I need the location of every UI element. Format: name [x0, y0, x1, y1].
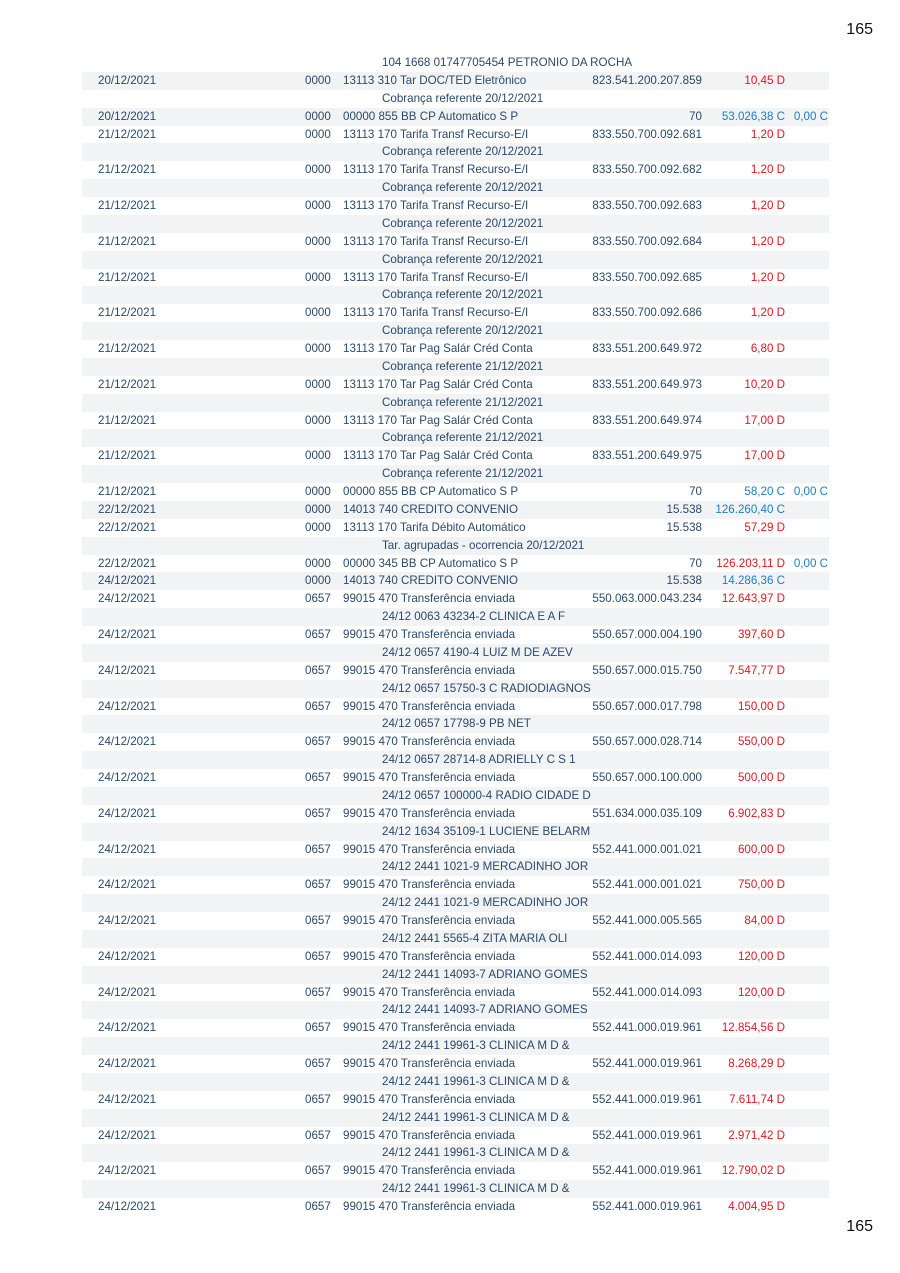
transaction-detail-row [82, 537, 829, 555]
transaction-agency: 0657 [305, 806, 331, 820]
transaction-history: 13113 310 Tar DOC/TED Eletrônico [343, 73, 527, 87]
transaction-document: 552.441.000.019.961 [592, 1128, 702, 1142]
transaction-agency: 0000 [305, 449, 331, 463]
transaction-history: 00000 855 BB CP Automatico S P [343, 109, 519, 123]
transaction-agency: 0000 [305, 520, 331, 534]
transaction-description: 24/12 0657 15750-3 C RADIODIAGNOS [382, 681, 591, 695]
transaction-agency: 0657 [305, 1164, 331, 1178]
transaction-detail-row [82, 894, 829, 912]
transaction-row [82, 626, 829, 644]
transaction-document: 552.441.000.001.021 [592, 878, 702, 892]
transaction-detail-row [82, 215, 829, 233]
transaction-document: 833.550.700.092.681 [592, 127, 702, 141]
transaction-detail-row [82, 1073, 829, 1091]
transaction-history: 13113 170 Tarifa Transf Recurso-E/I [343, 163, 529, 177]
transaction-detail-row [82, 143, 829, 161]
transaction-agency: 0657 [305, 1021, 331, 1035]
transaction-value: 120,00 D [737, 949, 785, 963]
transaction-agency: 0000 [305, 485, 331, 498]
transaction-history: 99015 470 Transferência enviada [343, 949, 516, 963]
transaction-date: 21/12/2021 [98, 413, 157, 427]
transaction-document: 833.550.700.092.684 [592, 234, 702, 248]
transaction-document: 15.538 [666, 520, 702, 534]
transaction-date: 21/12/2021 [98, 377, 157, 391]
transaction-history: 13113 170 Tarifa Transf Recurso-E/I [343, 199, 529, 212]
transaction-description: 24/12 0657 17798-9 PB NET [382, 717, 531, 731]
transaction-value: 750,00 D [737, 878, 785, 892]
transaction-history: 99015 470 Transferência enviada [343, 878, 516, 892]
transaction-agency: 0657 [305, 1092, 331, 1106]
transaction-document: 552.441.000.005.565 [592, 914, 702, 927]
transaction-value: 53.026,38 C [721, 109, 785, 123]
transaction-detail-row [82, 90, 829, 108]
transaction-row [82, 1091, 829, 1109]
transaction-description: 24/12 2441 19961-3 CLINICA M D & [382, 1182, 570, 1196]
transaction-date: 24/12/2021 [98, 592, 157, 606]
transaction-agency: 0000 [305, 234, 331, 248]
transaction-detail-row [82, 644, 829, 662]
transaction-agency: 0657 [305, 1200, 331, 1213]
transaction-description: 24/12 2441 19961-3 CLINICA M D & [382, 1110, 570, 1124]
transaction-agency: 0657 [305, 699, 331, 713]
transaction-row [82, 519, 829, 537]
transaction-document: 833.551.200.649.974 [592, 413, 702, 427]
transaction-description: 24/12 2441 1021-9 MERCADINHO JOR [382, 896, 589, 910]
transaction-document: 70 [689, 556, 702, 570]
transaction-row [82, 412, 829, 430]
transaction-date: 24/12/2021 [98, 663, 157, 677]
transaction-agency: 0657 [305, 914, 331, 927]
transaction-row [82, 555, 829, 573]
transaction-description: 24/12 2441 14093-7 ADRIANO GOMES [382, 1003, 588, 1017]
transaction-detail-row [82, 1180, 829, 1198]
page-number-bottom: 165 [846, 1218, 873, 1235]
transaction-document: 833.550.700.092.683 [592, 199, 702, 212]
transaction-date: 24/12/2021 [98, 806, 157, 820]
transaction-document: 550.657.000.017.798 [592, 699, 702, 713]
transaction-document: 552.441.000.014.093 [592, 949, 702, 963]
transaction-history: 00000 345 BB CP Automatico S P [343, 556, 519, 570]
transaction-description: 24/12 0657 28714-8 ADRIELLY C S 1 [382, 753, 576, 767]
transaction-value: 550,00 D [737, 735, 785, 749]
transaction-value: 7.611,74 D [729, 1092, 785, 1106]
transaction-row [82, 126, 829, 144]
transaction-agency: 0657 [305, 735, 331, 749]
transaction-date: 21/12/2021 [98, 163, 157, 177]
transaction-description: Cobrança referente 20/12/2021 [382, 324, 544, 338]
transaction-date: 24/12/2021 [98, 985, 157, 999]
transaction-detail-row [82, 251, 829, 269]
transaction-row [82, 483, 829, 501]
transaction-value: 1,20 D [750, 199, 785, 212]
transaction-row [82, 662, 829, 680]
transaction-description: Cobrança referente 20/12/2021 [382, 252, 544, 266]
transaction-date: 21/12/2021 [98, 306, 157, 320]
transaction-value: 1,20 D [750, 234, 785, 248]
transaction-document: 833.551.200.649.975 [592, 449, 702, 463]
transaction-value: 58,20 C [744, 485, 785, 498]
transaction-balance: 0,00 C [793, 556, 828, 570]
transaction-value: 57,29 D [744, 520, 785, 534]
transaction-value: 14.286,36 C [721, 574, 785, 588]
transaction-agency: 0000 [305, 73, 331, 87]
transaction-document: 15.538 [666, 574, 702, 588]
transaction-detail-row [82, 394, 829, 412]
transaction-description: Cobrança referente 20/12/2021 [382, 288, 544, 302]
transaction-date: 24/12/2021 [98, 878, 157, 892]
transaction-history: 13113 170 Tarifa Transf Recurso-E/I [343, 127, 529, 141]
transaction-agency: 0657 [305, 663, 331, 677]
transaction-description: 24/12 2441 19961-3 CLINICA M D & [382, 1074, 570, 1088]
transaction-value: 126.260,40 C [715, 502, 785, 516]
transaction-detail-row [82, 286, 829, 304]
transaction-date: 24/12/2021 [98, 574, 157, 588]
transaction-date: 24/12/2021 [98, 1128, 157, 1142]
transaction-agency: 0657 [305, 1128, 331, 1142]
transaction-history: 99015 470 Transferência enviada [343, 1057, 516, 1070]
transaction-date: 24/12/2021 [98, 842, 157, 856]
transaction-history: 99015 470 Transferência enviada [343, 1164, 516, 1178]
transaction-date: 22/12/2021 [98, 556, 157, 570]
transaction-value: 12.854,56 D [721, 1021, 785, 1035]
transaction-row [82, 447, 829, 465]
transaction-description: Cobrança referente 21/12/2021 [382, 359, 544, 373]
transaction-history: 13113 170 Tar Pag Salár Créd Conta [343, 377, 533, 391]
transaction-agency: 0657 [305, 878, 331, 892]
transaction-date: 22/12/2021 [98, 502, 157, 516]
transaction-row [82, 733, 829, 751]
transaction-description: 24/12 2441 19961-3 CLINICA M D & [382, 1146, 570, 1160]
transaction-date: 24/12/2021 [98, 699, 157, 713]
transaction-value: 1,20 D [750, 127, 785, 141]
transaction-description: 24/12 0063 43234-2 CLINICA E A F [382, 610, 566, 624]
transaction-row [82, 340, 829, 358]
transaction-value: 600,00 D [737, 842, 785, 856]
transaction-row [82, 572, 829, 590]
transaction-date: 21/12/2021 [98, 485, 157, 498]
transaction-detail-row [82, 751, 829, 769]
transaction-date: 24/12/2021 [98, 914, 157, 927]
transaction-value: 120,00 D [737, 985, 785, 999]
transaction-description: 24/12 2441 1021-9 MERCADINHO JOR [382, 860, 589, 874]
transaction-description: Cobrança referente 20/12/2021 [382, 216, 544, 230]
transaction-value: 10,20 D [744, 377, 785, 391]
transaction-agency: 0000 [305, 270, 331, 284]
transaction-row [82, 1127, 829, 1145]
transaction-history: 14013 740 CREDITO CONVENIO [343, 574, 519, 588]
transaction-date: 21/12/2021 [98, 270, 157, 284]
transaction-value: 8.268,29 D [728, 1057, 785, 1070]
transaction-agency: 0000 [305, 306, 331, 320]
transaction-description: 24/12 2441 14093-7 ADRIANO GOMES [382, 967, 588, 981]
transaction-row [82, 501, 829, 519]
transaction-description: 24/12 2441 19961-3 CLINICA M D & [382, 1039, 570, 1053]
transaction-date: 22/12/2021 [98, 520, 157, 534]
transaction-description: Cobrança referente 20/12/2021 [382, 91, 544, 105]
transaction-description: 104 1668 01747705454 PETRONIO DA ROCHA [382, 56, 633, 69]
transaction-value: 1,20 D [750, 306, 785, 320]
transaction-document: 551.634.000.035.109 [592, 806, 702, 820]
transaction-detail-row [82, 429, 829, 447]
transaction-document: 552.441.000.019.961 [592, 1164, 702, 1178]
transaction-history: 14013 740 CREDITO CONVENIO [343, 502, 519, 516]
transaction-document: 550.657.000.015.750 [592, 663, 702, 677]
transaction-agency: 0657 [305, 842, 331, 856]
transaction-agency: 0000 [305, 502, 331, 516]
transaction-value: 12.790,02 D [721, 1164, 785, 1178]
transaction-description: Cobrança referente 20/12/2021 [382, 181, 544, 195]
transaction-row [82, 376, 829, 394]
transaction-history: 99015 470 Transferência enviada [343, 699, 516, 713]
transaction-history: 00000 855 BB CP Automatico S P [343, 485, 519, 498]
transaction-detail-row [82, 322, 829, 340]
transaction-row [82, 948, 829, 966]
transaction-detail-row [82, 608, 829, 626]
transaction-detail-row [82, 930, 829, 948]
transaction-date: 21/12/2021 [98, 234, 157, 248]
transaction-document: 552.441.000.019.961 [592, 1092, 702, 1106]
transaction-value: 2.971,42 D [728, 1128, 785, 1142]
transaction-date: 24/12/2021 [98, 1092, 157, 1106]
transaction-document: 15.538 [666, 502, 702, 516]
transaction-document: 552.441.000.019.961 [592, 1200, 702, 1213]
transaction-balance: 0,00 C [793, 109, 828, 123]
transaction-value: 126.203,11 D [716, 556, 785, 570]
transaction-value: 1,20 D [750, 270, 785, 284]
transaction-row [82, 841, 829, 859]
transaction-document: 823.541.200.207.859 [592, 73, 702, 87]
transaction-description: Cobrança referente 21/12/2021 [382, 467, 544, 481]
transaction-history: 99015 470 Transferência enviada [343, 771, 516, 784]
transaction-agency: 0657 [305, 985, 331, 999]
transaction-document: 550.657.000.028.714 [592, 735, 702, 749]
transaction-document: 550.657.000.100.000 [592, 771, 702, 784]
transaction-row [82, 269, 829, 287]
transaction-date: 21/12/2021 [98, 127, 157, 141]
statement-table [82, 54, 829, 1216]
transaction-document: 552.441.000.001.021 [592, 842, 702, 856]
transaction-agency: 0000 [305, 556, 331, 570]
transaction-date: 21/12/2021 [98, 199, 157, 212]
transaction-date: 24/12/2021 [98, 628, 157, 641]
transaction-history: 99015 470 Transferência enviada [343, 735, 516, 749]
transaction-agency: 0657 [305, 1057, 331, 1070]
transaction-description: Cobrança referente 21/12/2021 [382, 431, 544, 445]
transaction-history: 13113 170 Tarifa Transf Recurso-E/I [343, 270, 529, 284]
transaction-history: 13113 170 Tarifa Débito Automático [343, 520, 526, 534]
transaction-balance: 0,00 C [793, 485, 828, 498]
transaction-detail-row [82, 858, 829, 876]
transaction-history: 13113 170 Tarifa Transf Recurso-E/I [343, 234, 529, 248]
transaction-detail-row [82, 1037, 829, 1055]
transaction-date: 24/12/2021 [98, 735, 157, 749]
transaction-value: 150,00 D [737, 699, 785, 713]
transaction-value: 397,60 D [737, 628, 785, 641]
transaction-date: 24/12/2021 [98, 1164, 157, 1178]
transaction-detail-row [82, 966, 829, 984]
transaction-description: 24/12 0657 4190-4 LUIZ M DE AZEV [382, 645, 573, 659]
transaction-document: 833.550.700.092.685 [592, 270, 702, 284]
transaction-date: 21/12/2021 [98, 342, 157, 355]
transaction-date: 24/12/2021 [98, 949, 157, 963]
transaction-detail-row [82, 680, 829, 698]
transaction-document: 70 [689, 109, 702, 123]
transaction-document: 552.441.000.019.961 [592, 1021, 702, 1035]
transaction-agency: 0000 [305, 413, 331, 427]
transaction-detail-row [82, 1001, 829, 1019]
transaction-history: 99015 470 Transferência enviada [343, 628, 516, 641]
transaction-history: 99015 470 Transferência enviada [343, 985, 516, 999]
transaction-row [82, 161, 829, 179]
transaction-value: 84,00 D [744, 914, 785, 927]
transaction-row [82, 304, 829, 322]
transaction-row [82, 769, 829, 787]
transaction-document: 833.551.200.649.973 [592, 377, 702, 391]
transaction-document: 552.441.000.019.961 [592, 1057, 702, 1070]
transaction-date: 24/12/2021 [98, 771, 157, 784]
transaction-history: 99015 470 Transferência enviada [343, 806, 516, 820]
transaction-detail-row [82, 179, 829, 197]
transaction-row [82, 876, 829, 894]
page-number-top: 165 [846, 21, 873, 38]
transaction-row [82, 197, 829, 215]
transaction-detail-row [82, 823, 829, 841]
transaction-agency: 0000 [305, 127, 331, 141]
transaction-detail-row [82, 1144, 829, 1162]
transaction-document: 550.063.000.043.234 [592, 592, 702, 606]
transaction-history: 99015 470 Transferência enviada [343, 914, 516, 927]
transaction-description: 24/12 2441 5565-4 ZITA MARIA OLI [382, 931, 568, 945]
transaction-history: 99015 470 Transferência enviada [343, 592, 516, 606]
transaction-detail-row [82, 1109, 829, 1127]
transaction-row [82, 984, 829, 1002]
transaction-history: 99015 470 Transferência enviada [343, 663, 516, 677]
transaction-history: 99015 470 Transferência enviada [343, 842, 516, 856]
transaction-row [82, 1198, 829, 1216]
transaction-description: 24/12 0657 100000-4 RADIO CIDADE D [382, 788, 591, 802]
transaction-row [82, 72, 829, 90]
transaction-agency: 0000 [305, 109, 331, 123]
transaction-agency: 0000 [305, 199, 331, 212]
transaction-document: 550.657.000.004.190 [592, 628, 702, 641]
transaction-detail-row [82, 358, 829, 376]
transaction-detail-row [82, 715, 829, 733]
transaction-value: 6.902,83 D [728, 806, 785, 820]
transaction-history: 13113 170 Tar Pag Salár Créd Conta [343, 413, 533, 427]
transaction-agency: 0657 [305, 771, 331, 784]
transaction-value: 7.547,77 D [728, 663, 785, 677]
transaction-agency: 0000 [305, 342, 331, 355]
transaction-agency: 0000 [305, 163, 331, 177]
transaction-row [82, 698, 829, 716]
transaction-document: 70 [689, 485, 702, 498]
transaction-date: 24/12/2021 [98, 1200, 157, 1213]
transaction-value: 17,00 D [744, 413, 785, 427]
transaction-date: 20/12/2021 [98, 109, 157, 123]
transaction-history: 99015 470 Transferência enviada [343, 1092, 516, 1106]
transaction-history: 13113 170 Tarifa Transf Recurso-E/I [343, 306, 529, 320]
transaction-document: 833.550.700.092.682 [592, 163, 702, 177]
transaction-row [82, 1019, 829, 1037]
transaction-history: 99015 470 Transferência enviada [343, 1128, 516, 1142]
transaction-description: Cobrança referente 21/12/2021 [382, 395, 544, 409]
transaction-date: 21/12/2021 [98, 449, 157, 463]
transaction-value: 10,45 D [744, 73, 785, 87]
transaction-description: 24/12 1634 35109-1 LUCIENE BELARM [382, 824, 591, 838]
transaction-date: 20/12/2021 [98, 73, 157, 87]
transaction-value: 12.643,97 D [721, 592, 785, 606]
transaction-agency: 0657 [305, 592, 331, 606]
transaction-value: 17,00 D [744, 449, 785, 463]
transaction-value: 500,00 D [737, 771, 785, 784]
transaction-row [82, 1055, 829, 1073]
transaction-row [82, 233, 829, 251]
transaction-value: 6,80 D [750, 342, 785, 355]
transaction-row [82, 108, 829, 126]
transaction-value: 1,20 D [750, 163, 785, 177]
transaction-row [82, 1162, 829, 1180]
transaction-detail-row [82, 465, 829, 483]
transaction-row [82, 590, 829, 608]
transaction-value: 4.004,95 D [728, 1200, 785, 1213]
transaction-description: Cobrança referente 20/12/2021 [382, 145, 544, 159]
transaction-detail-row [82, 54, 829, 72]
transaction-history: 99015 470 Transferência enviada [343, 1021, 516, 1035]
transaction-row [82, 912, 829, 930]
transaction-date: 24/12/2021 [98, 1057, 157, 1070]
transaction-history: 99015 470 Transferência enviada [343, 1200, 516, 1213]
transaction-history: 13113 170 Tar Pag Salár Créd Conta [343, 449, 533, 463]
transaction-detail-row [82, 787, 829, 805]
transaction-history: 13113 170 Tar Pag Salár Créd Conta [343, 342, 533, 355]
transaction-document: 833.551.200.649.972 [592, 342, 702, 355]
transaction-document: 833.550.700.092.686 [592, 306, 702, 320]
transaction-agency: 0657 [305, 949, 331, 963]
transaction-agency: 0657 [305, 628, 331, 641]
transaction-date: 24/12/2021 [98, 1021, 157, 1035]
transaction-row [82, 805, 829, 823]
transaction-description: Tar. agrupadas - ocorrencia 20/12/2021 [382, 538, 585, 552]
transaction-document: 552.441.000.014.093 [592, 985, 702, 999]
transaction-agency: 0000 [305, 377, 331, 391]
transaction-agency: 0000 [305, 574, 331, 588]
